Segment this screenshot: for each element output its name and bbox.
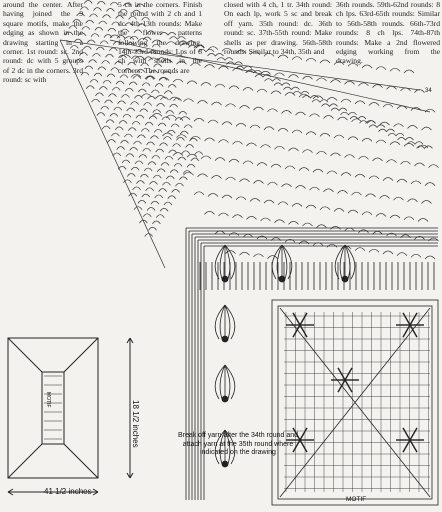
square-motif	[272, 300, 438, 505]
instructions-text: 36th rounds. 59th-62nd rounds: 8 ch lps. 63rd-65th rounds: Similar to 56th-58th rounds. 66th-73rd rounds: 8 ch lps. 74th-87th rounds: Make a 2nd flowered edging working from the drawing.	[336, 0, 440, 66]
schematic-motif-label: MOTIF	[45, 392, 51, 408]
round-number: 34	[425, 88, 432, 94]
instructions-text: closed with 4 ch, 1 tr. 34th round: On each lp, work 5 sc and break off yarn. 35th round: dc. 36th round: sc. 37th-55th round: Make shells as per drawing. 56th-58th rounds: Similar to 34th, 35th and	[224, 0, 332, 57]
tablecloth-schematic	[8, 338, 133, 495]
yarn-note: Break off yarn after the 34th round and attach yarn at the 35th round where indicated on the drawing	[177, 432, 299, 457]
height-dimension: 18 1/2 inches	[131, 400, 140, 448]
instructions-text: around the center. After having joined the 9 square motifs, make the edging as shown in the drawing starting in a corner. 1st round: sc. 2nd round: dc with 5 groups of 2 dc in the corners. 3rd round: sc with	[3, 0, 83, 85]
motif-label: MOTIF	[346, 496, 367, 503]
instructions-text: 5 ch in the corners. Finish the round with 2 ch and 1 dc. 4th-13th rounds: Make the flower patterns following the drawing. 14th-33rd rounds: Lps of 8 ch with shells in the corners. The rounds are	[118, 0, 202, 75]
width-dimension: 41 1/2 inches	[44, 487, 92, 496]
